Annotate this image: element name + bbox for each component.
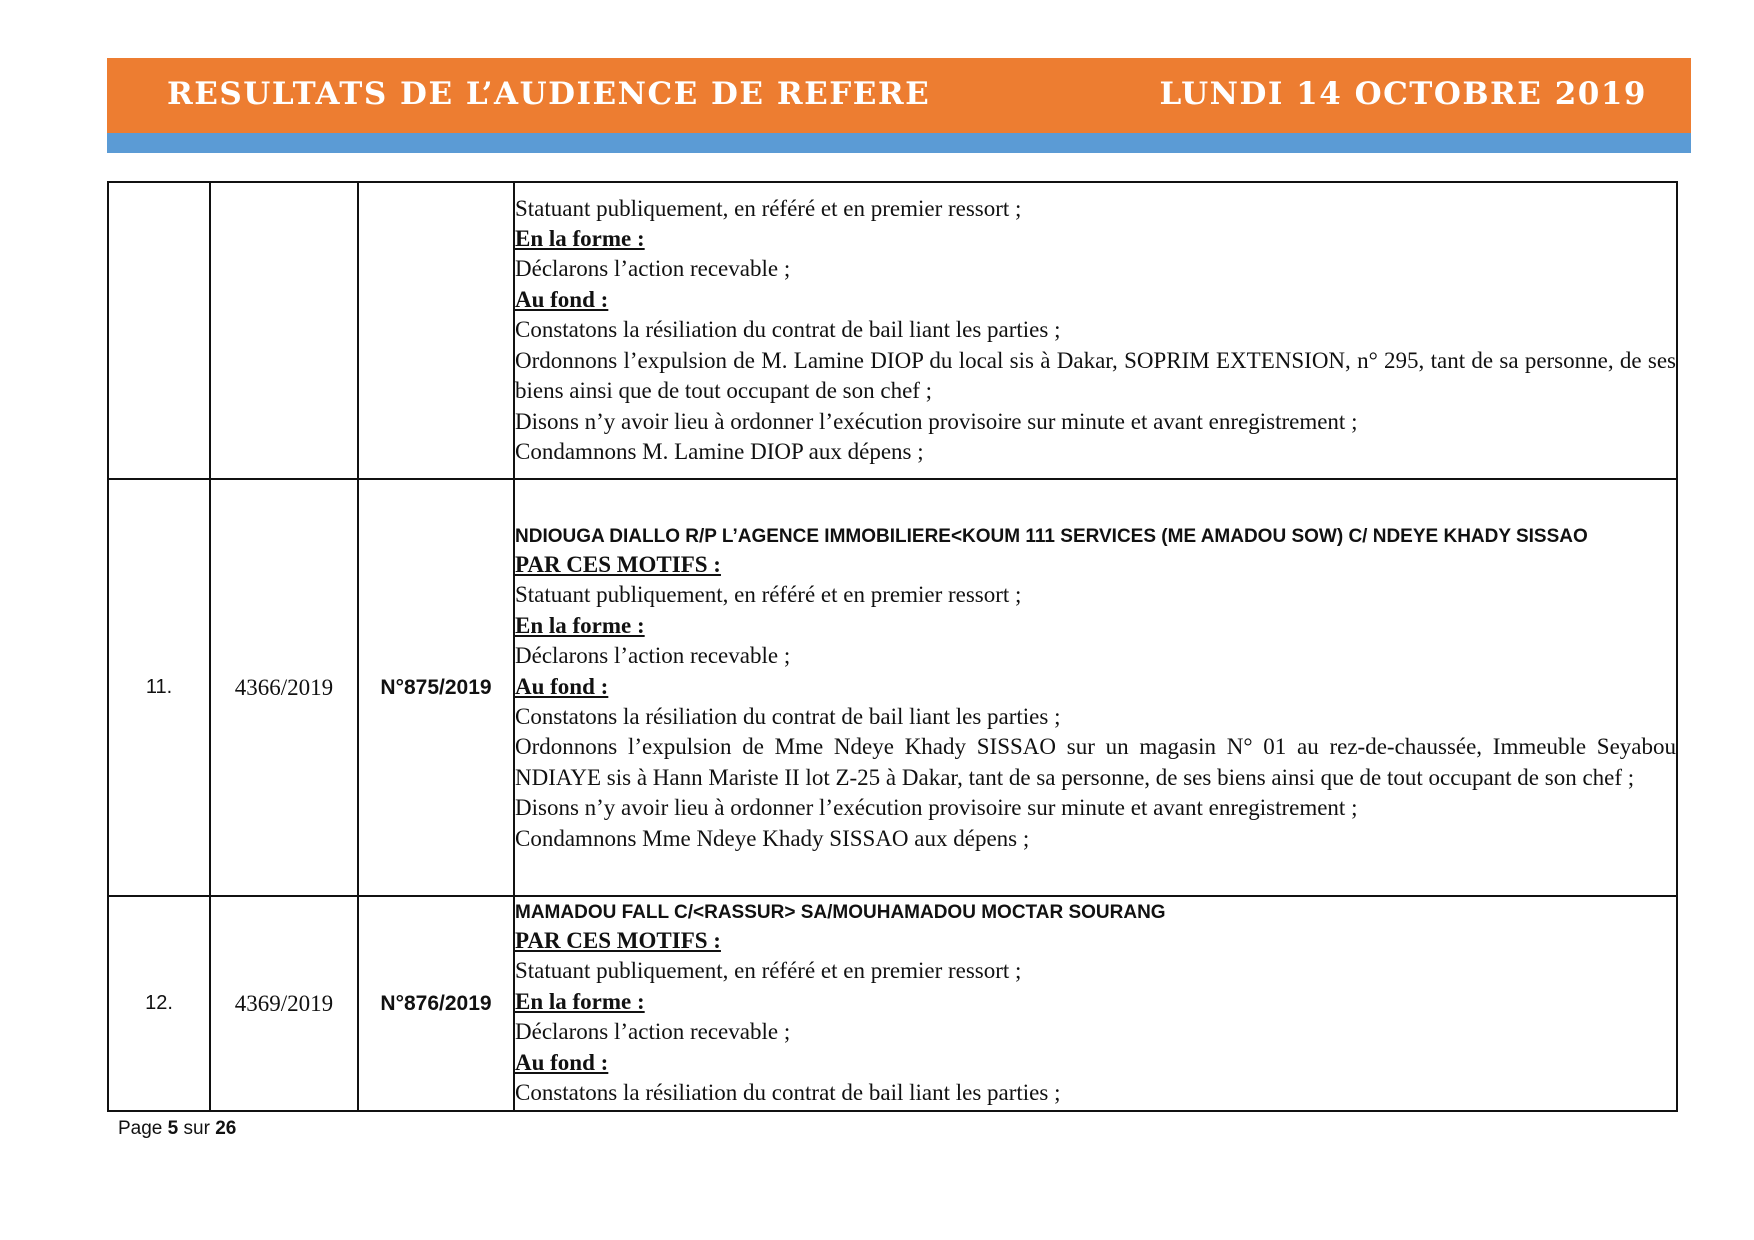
statuant-line: Statuant publiquement, en référé et en premier ressort ; — [515, 582, 1022, 608]
decision-cell — [514, 896, 1677, 1111]
fond-line: Disons n’y avoir lieu à ordonner l’exécution provisoire sur minute et avant enregistrement ; — [515, 408, 1358, 434]
fond-heading: Au fond : — [515, 673, 609, 699]
fond-heading: Au fond : — [515, 286, 609, 312]
fond-line: Ordonnons l’expulsion de Mme Ndeye Khady SISSAO sur un magasin N° 01 au rez-de-chaussée, Immeuble Seyabou NDIAYE sis à Hann Mariste II lot Z-25 à Dakar, tant de sa personne, de ses biens ainsi que de tout occupant de son chef ; — [515, 734, 1676, 790]
forme-heading: En la forme : — [515, 612, 645, 638]
page-current: 5 — [167, 1118, 179, 1139]
page-label: Page — [118, 1118, 163, 1139]
row-number: 11. — [108, 479, 210, 896]
statuant-line: Statuant publiquement, en référé et en premier ressort ; — [515, 195, 1022, 221]
fond-line: Condamnons Mme Ndeye Khady SISSAO aux dépens ; — [515, 825, 1030, 851]
fond-line: Disons n’y avoir lieu à ordonner l’exécution provisoire sur minute et avant enregistrement ; — [515, 795, 1358, 821]
forme-line: Déclarons l’action recevable ; — [515, 643, 791, 669]
table-row — [108, 479, 1677, 896]
forme-line: Déclarons l’action recevable ; — [515, 256, 791, 282]
fond-line: Ordonnons l’expulsion de M. Lamine DIOP du local sis à Dakar, SOPRIM EXTENSION, n° 295, tant de sa personne, de ses biens ainsi que de tout occupant de son chef ; — [515, 347, 1676, 404]
ordonnance-number: N°875/2019 — [358, 479, 514, 896]
motifs-heading: PAR CES MOTIFS : — [515, 551, 721, 577]
row-number: 12. — [108, 896, 210, 1111]
table-row — [108, 182, 1677, 479]
statuant-line: Statuant publiquement, en référé et en premier ressort ; — [515, 958, 1022, 984]
hearing-date: LUNDI 14 OCTOBRE 2019 — [1159, 76, 1647, 112]
forme-heading: En la forme : — [515, 988, 645, 1014]
header-stripe — [107, 133, 1691, 153]
fond-line: Constatons la résiliation du contrat de bail liant les parties ; — [515, 317, 1061, 343]
table-row — [108, 896, 1677, 1111]
forme-heading: En la forme : — [515, 226, 645, 252]
parties-heading: MAMADOU FALL C/<RASSUR> SA/MOUHAMADOU MOCTAR SOURANG — [515, 902, 1166, 923]
rg-number — [210, 182, 358, 479]
document-title: RESULTATS DE L’AUDIENCE DE REFERE — [167, 76, 931, 112]
decision-cell — [514, 479, 1677, 896]
fond-line: Condamnons M. Lamine DIOP aux dépens ; — [515, 438, 924, 464]
ordonnance-number — [358, 182, 514, 479]
forme-line: Déclarons l’action recevable ; — [515, 1019, 791, 1045]
page-footer — [118, 1118, 236, 1140]
rg-number: 4366/2019 — [210, 479, 358, 896]
decision-cell — [514, 182, 1677, 479]
page-total: 26 — [215, 1118, 237, 1139]
of-label: sur — [183, 1118, 210, 1139]
fond-line: Constatons la résiliation du contrat de bail liant les parties ; — [515, 704, 1061, 729]
results-table — [107, 181, 1678, 1112]
fond-heading: Au fond : — [515, 1049, 609, 1075]
rg-number: 4369/2019 — [210, 896, 358, 1111]
fond-line: Constatons la résiliation du contrat de bail liant les parties ; — [515, 1080, 1061, 1106]
motifs-heading: PAR CES MOTIFS : — [515, 928, 721, 953]
parties-heading: NDIOUGA DIALLO R/P L’AGENCE IMMOBILIERE<KOUM 111 SERVICES (ME AMADOU SOW) C/ NDEYE KHADY SISSAO — [515, 525, 1588, 547]
row-number — [108, 182, 210, 479]
ordonnance-number: N°876/2019 — [358, 896, 514, 1111]
